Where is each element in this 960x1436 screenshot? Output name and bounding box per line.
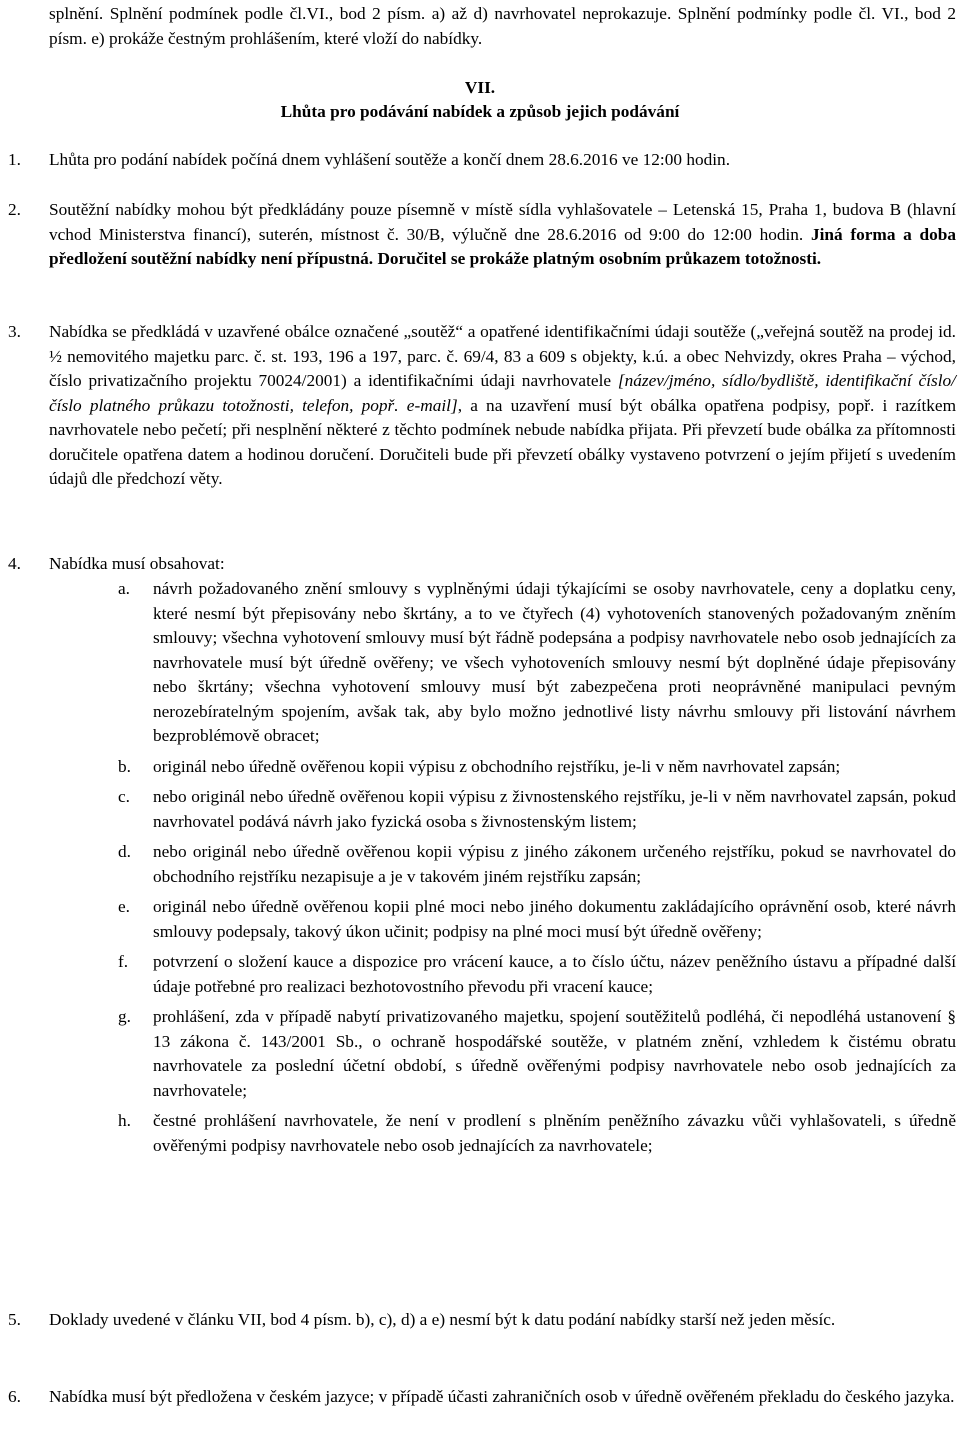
sublist-text: nebo originál nebo úředně ověřenou kopii výpisu z jiného zákonem určeného rejstříku, pokud se navrhovatel do obchodního rejstříku nezapisuje a je v takovém jiném rejstříku zapsán; (153, 842, 956, 886)
item-text-part: Soutěžní nabídky mohou být předkládány pouze písemně v místě sídla vyhlašovatele – Letenská 15, Praha 1, budova B (hlavní vchod Ministerstva financí), suterén, místnost č. 30/B, výlučně dne 28.6.2016 od 9:00 do 12:00 hodin. (49, 200, 956, 244)
item-number: 6. (8, 1387, 21, 1406)
section-title: Lhůta pro podávání nabídek a způsob jejich podávání (280, 102, 680, 121)
item-text-bold: Jiná forma a doba předložení soutěžní nabídky není přípustná. (49, 224, 956, 268)
item-text-bold: Doručitel se prokáže platným osobním průkazem totožnosti. (377, 249, 822, 268)
sublist-letter: a. (118, 579, 130, 598)
sublist-letter: d. (118, 842, 131, 861)
sublist-text: nebo originál nebo úředně ověřenou kopii výpisu z živnostenského rejstříku, je-li v něm navrhovatel zapsán, pokud navrhovatel podává návrh jako fyzická osoba s živnostenským listem; (153, 787, 956, 831)
item-number: 1. (8, 150, 21, 169)
sublist (118, 577, 956, 1158)
list-item-3 (8, 320, 956, 492)
item-number: 4. (8, 554, 21, 573)
intro-paragraph: splnění. Splnění podmínek podle čl.VI., bod 2 písm. a) až d) navrhovatel neprokazuje. Splnění podmínky podle čl. VI., bod 2 písm. e) prokáže čestným prohlášením, které vloží do nabídky. (49, 4, 956, 48)
item-text: Nabídka musí být předložena v českém jazyce; v případě účasti zahraničních osob v úředně ověřeném překladu do českého jazyka. (49, 1387, 955, 1406)
sublist-letter: e. (118, 897, 130, 916)
item-text-italic: [název/jméno, sídlo/bydliště, identifikační číslo/číslo platného průkazu totožnosti, telefon, popř. e-mail] (49, 371, 956, 415)
sublist-letter: b. (118, 756, 131, 776)
sublist-text: potvrzení o složení kauce a dispozice pro vrácení kauce, a to číslo účtu, název peněžního ústavu a případné další údaje potřebné pro realizaci bezhotovostního převodu při vracení kauce; (153, 952, 956, 996)
item-text: Lhůta pro podání nabídek počíná dnem vyhlášení soutěže a končí dnem 28.6.2016 ve 12:00 hodin. (49, 150, 731, 169)
item-number: 5. (8, 1310, 21, 1329)
item-text: Nabídka musí obsahovat: (49, 554, 225, 573)
sublist-text: návrh požadovaného znění smlouvy s vyplněnými údaji týkajícími se osoby navrhovatele, ceny a doplatku ceny, které nesmí být přepisovány nebo škrtány, a to ve čtyřech (4) vyhotoveních stanovených požadovaným zněním smlouvy; všechna vyhotovení smlouvy musí být řádně podepsána a podpisy navrhovatele nebo osob jednajících za navrhovatele musí být úředně ověřeny; ve všech vyhotoveních smlouvy nesmí být doplněné údaje přepisovány nebo škrtány; všechna vyhotovení smlouvy musí být zabezpečena proti neoprávněné manipulaci pevným nerozebíratelným spojením, avšak tak, aby bylo možno jednotlivé listy návrhu smlouvy při listování návrhem bezproblémově obracet; (153, 579, 956, 745)
sublist-text: originál nebo úředně ověřenou kopii plné moci nebo jiného dokumentu zakládajícího oprávnění osob, které návrh smlouvy podepsaly, takový úkon učinit; podpisy na plné moci musí být úředně ověřeny; (153, 897, 956, 941)
list-item-6 (8, 1385, 956, 1410)
list-item-4 (8, 552, 956, 577)
sublist-item-h (118, 1109, 956, 1158)
sublist-text: originál nebo úředně ověřenou kopii výpisu z obchodního rejstříku, je-li v něm navrhovatel zapsán; (153, 756, 841, 776)
sublist-item-e (118, 895, 956, 944)
sublist-letter: h. (118, 1111, 131, 1130)
item-text (49, 198, 956, 272)
item-text-part: Nabídka se předkládá v uzavřené obálce označené „soutěž“ a opatřené identifikačními údaji soutěže („veřejná soutěž na prodej id. ½ nemovitého majetku parc. č. st. 193, 196 a 197, parc. č. 69/4, 83 a 609 s objekty, k.ú. a obec Nehvizdy, okres Praha – východ, číslo privatizačního projektu 70024/2001) a identifikačními údaji navrhovatele (49, 322, 956, 390)
sublist-letter: g. (118, 1007, 131, 1026)
item-text (49, 320, 956, 492)
sublist-item-b (118, 755, 956, 780)
sublist-item-f (118, 950, 956, 999)
list-item-1 (8, 148, 956, 173)
list-item-5 (8, 1308, 956, 1333)
sublist-item-a (118, 577, 956, 749)
list-item-2 (8, 198, 956, 272)
item-number: 3. (8, 322, 21, 341)
item-text-part: , a na uzavření musí být obálka opatřena podpisy, popř. i razítkem navrhovatele nebo pečetí; při nesplnění některé z těchto podmínek nebude nabídka přijata. Při převzetí bude obálka za přítomnosti doručitele opatřena datem a hodinou doručení. Doručiteli bude při převzetí obálky vystaveno potvrzení o jejím přijetí s uvedením údajů dle předchozí věty. (49, 395, 957, 488)
sublist-letter: c. (118, 787, 130, 806)
item-number: 2. (8, 200, 21, 219)
item-text: Doklady uvedené v článku VII, bod 4 písm. b), c), d) a e) nesmí být k datu podání nabídky starší než jeden měsíc. (49, 1310, 836, 1329)
sublist-text: čestné prohlášení navrhovatele, že není v prodlení s plněním peněžního závazku vůči vyhlašovateli, s úředně ověřenými podpisy navrhovatele nebo osob jednajících za navrhovatele; (153, 1111, 956, 1155)
sublist-item-d (118, 840, 956, 889)
sublist-item-c (118, 785, 956, 834)
section-number: VII. (464, 78, 496, 97)
sublist-item-g (118, 1005, 956, 1103)
sublist-text: prohlášení, zda v případě nabytí privatizovaného majetku, spojení soutěžitelů podléhá, či nepodléhá ustanovení § 13 zákona č. 143/2001 Sb., o ochraně hospodářské soutěže, v platném znění, vzhledem k čistému obratu navrhovatele za poslední účetní období, s úředně ověřenými podpisy navrhovatele nebo osob jednajících za navrhovatele; (153, 1007, 956, 1100)
sublist-letter: f. (118, 952, 129, 971)
